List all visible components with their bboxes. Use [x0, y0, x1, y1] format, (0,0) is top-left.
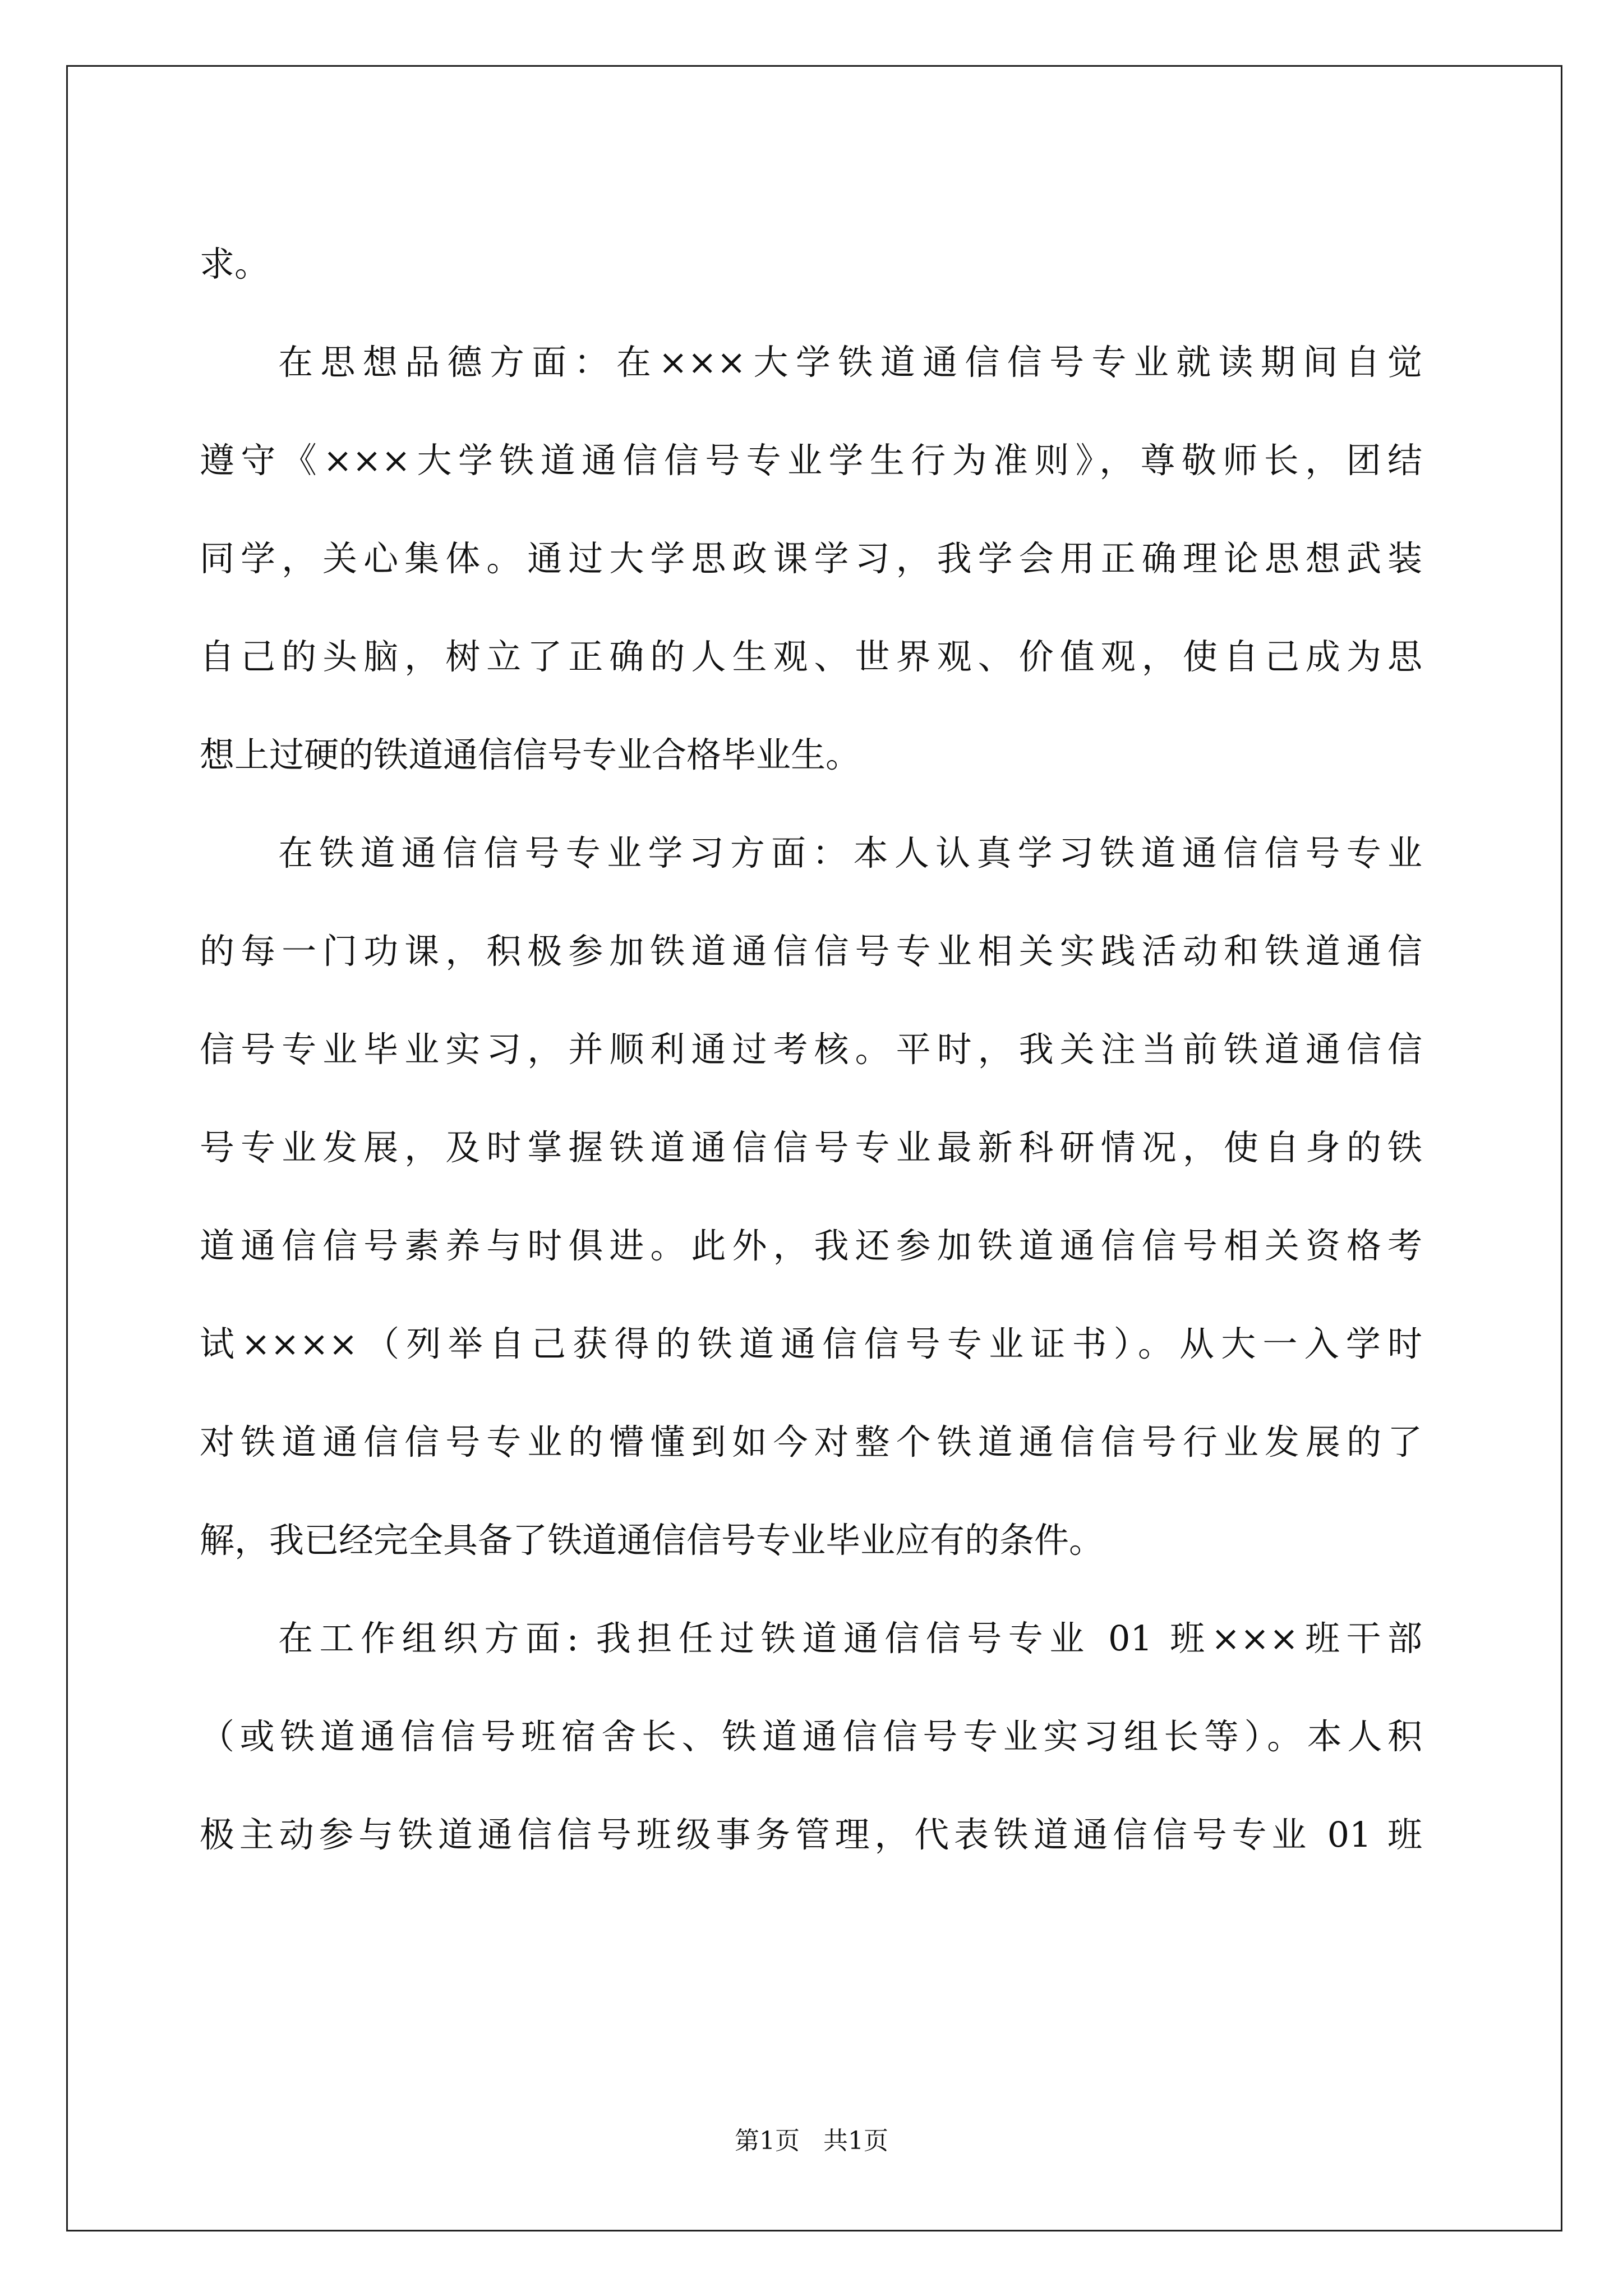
paragraph-line: 道通信信号素养与时俱进。此外，我还参加铁道通信信号相关资格考: [200, 1225, 1422, 1266]
document-body: [200, 215, 1422, 1884]
paragraph-line: 解，我已经完全具备了铁道通信信号专业毕业应有的条件。: [200, 1520, 1104, 1561]
paragraph-line: 自己的头脑，树立了正确的人生观、世界观、价值观，使自己成为思: [200, 636, 1422, 677]
paragraph-line: 极主动参与铁道通信信号班级事务管理，代表铁道通信信号专业 01 班: [200, 1814, 1422, 1855]
paragraph-line: 在铁道通信信号专业学习方面：本人认真学习铁道通信信号专业: [278, 832, 1422, 873]
paragraph-line: 的每一门功课，积极参加铁道通信信号专业相关实践活动和铁道通信: [200, 931, 1422, 972]
paragraph-line: 号专业发展，及时掌握铁道通信信号专业最新科研情况，使自身的铁: [200, 1127, 1422, 1168]
paragraph-line: 遵守《×××大学铁道通信信号专业学生行为准则》，尊敬师长，团结: [200, 440, 1422, 481]
paragraph-line: （或铁道通信信号班宿舍长、铁道通信信号专业实习组长等）。本人积: [200, 1716, 1422, 1757]
page-footer: 第1页 共1页: [735, 2127, 888, 2155]
paragraph-line: 试××××（列举自己获得的铁道通信信号专业证书）。从大一入学时: [200, 1323, 1422, 1364]
paragraph-line: 想上过硬的铁道通信信号专业合格毕业生。: [200, 734, 861, 775]
paragraph-line: 在工作组织方面: 我担任过铁道通信信号专业 01 班×××班干部: [278, 1618, 1422, 1659]
paragraph-line: 在思想品德方面：在×××大学铁道通信信号专业就读期间自觉: [278, 342, 1422, 383]
paragraph-line: 信号专业毕业实习，并顺利通过考核。平时，我关注当前铁道通信信: [200, 1029, 1422, 1070]
paragraph-line: 对铁道通信信号专业的懵懂到如今对整个铁道通信信号行业发展的了: [200, 1421, 1422, 1462]
paragraph-line: 求。: [200, 243, 270, 284]
paragraph-line: 同学，关心集体。通过大学思政课学习，我学会用正确理论思想武装: [200, 538, 1422, 579]
